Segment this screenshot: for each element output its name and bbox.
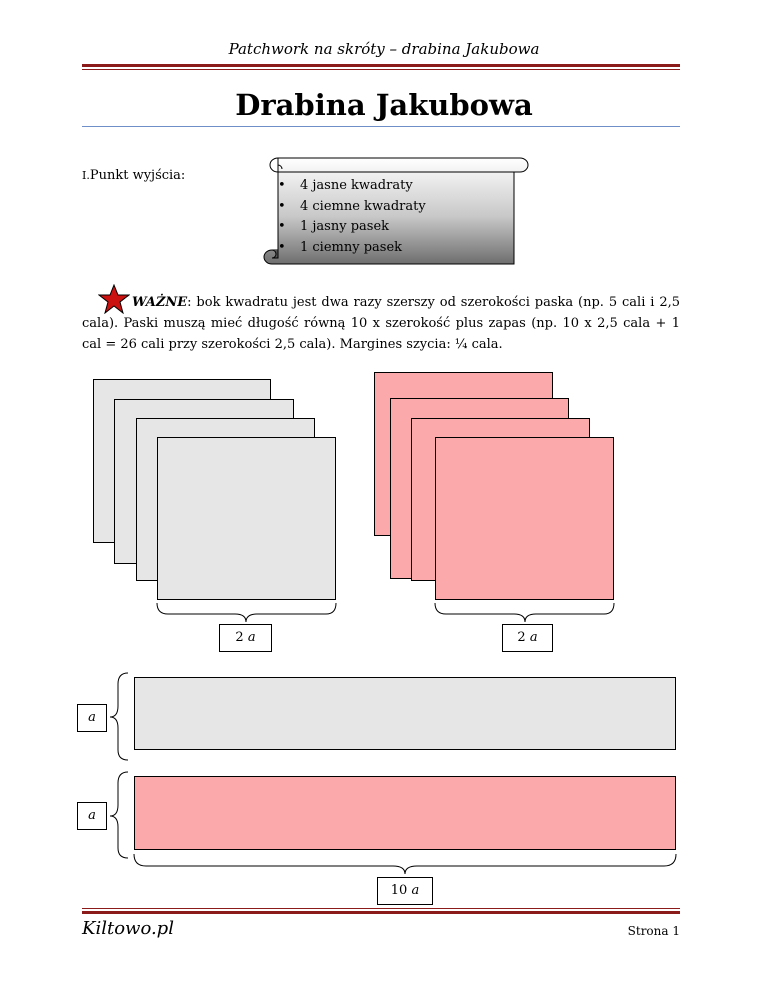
important-text: : bok kwadratu jest dwa razy szerszy od szerokości paska (np. 5 cali i 2,5 cala). Paski muszą mieć długość równą 10 x szerokość plus zapas (np. 10 x 2,5 cala + 1 cal = 26 cali przy szerokości 2,5 cala). Margines szycia: ¼ cala. [82, 295, 680, 352]
list-item: • 4 jasne kwadraty [300, 176, 426, 197]
page-number: Strona 1 [627, 924, 680, 938]
strip-width-label-dark: a [77, 802, 107, 830]
list-item: • 1 jasny pasek [300, 217, 426, 238]
square-size-label-light: 2 a [219, 624, 272, 652]
dark-strip [134, 776, 676, 850]
section-label: Punkt wyjścia: [89, 168, 186, 183]
footer-site: Kiltowo.pl [82, 918, 174, 939]
list-item: • 1 ciemny pasek [300, 238, 426, 259]
strip-width-label-light: a [77, 704, 107, 732]
list-item: • 4 ciemne kwadraty [300, 197, 426, 218]
page-title: Drabina Jakubowa [235, 88, 533, 122]
square-size-label-dark: 2 a [502, 624, 553, 652]
running-header: Patchwork na skróty – drabina Jakubowa [228, 40, 540, 58]
light-strip [134, 677, 676, 750]
footer-rule-thin [82, 908, 680, 909]
important-label: WAŻNE [132, 295, 188, 310]
section-number: I. [82, 169, 90, 182]
strip-length-label: 10 a [377, 877, 433, 905]
footer-rule [82, 911, 680, 914]
